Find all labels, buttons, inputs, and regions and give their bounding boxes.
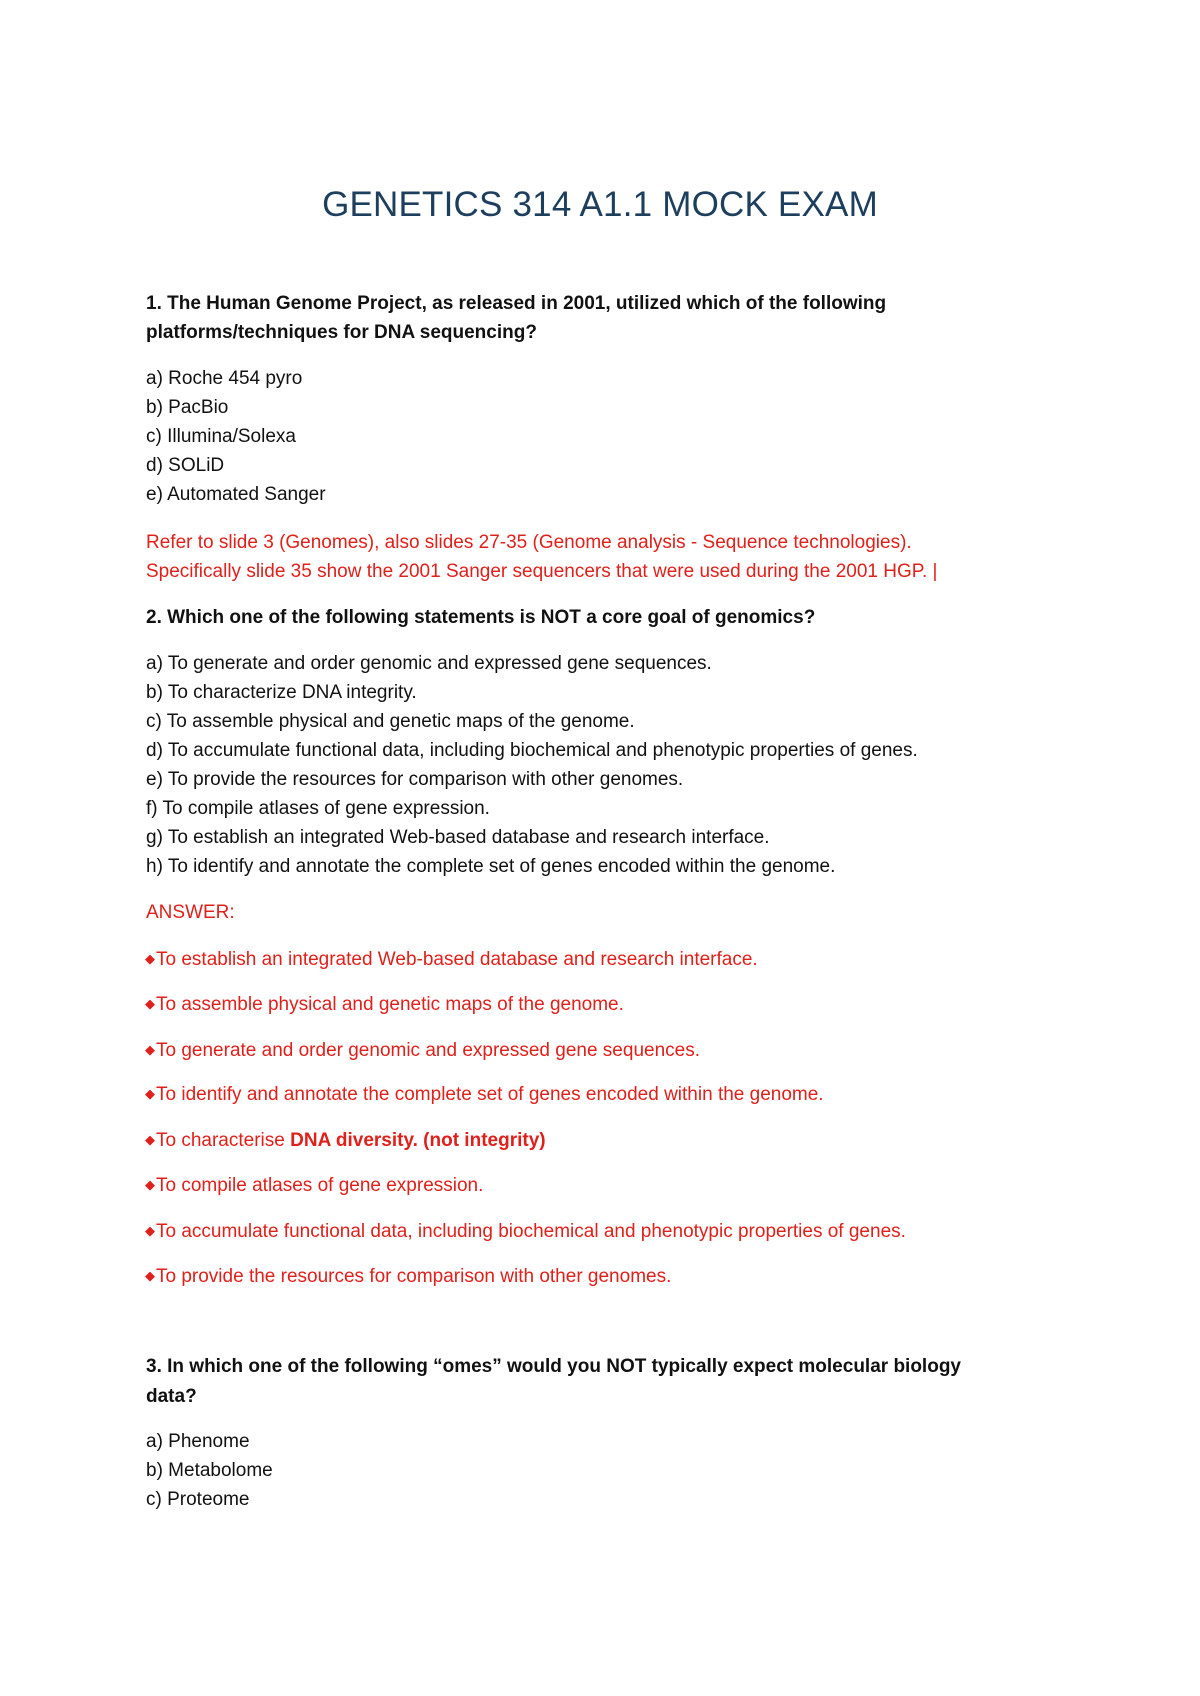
diamond-bullet-icon: ◆: [145, 1223, 155, 1238]
q1-option-e: e) Automated Sanger: [146, 484, 326, 505]
q2-option-c: c) To assemble physical and genetic maps of the genome.: [146, 711, 635, 732]
q2-answer-text: To accumulate functional data, including biochemical and phenotypic properties of genes.: [156, 1221, 906, 1242]
q1-option-c: c) Illumina/Solexa: [146, 426, 296, 447]
diamond-bullet-icon: ◆: [145, 1086, 155, 1101]
diamond-bullet-icon: ◆: [145, 1042, 155, 1057]
q2-option-h: h) To identify and annotate the complete set of genes encoded within the genome.: [146, 856, 836, 877]
q2-option-d: d) To accumulate functional data, including biochemical and phenotypic properties of genes.: [146, 740, 918, 761]
diamond-bullet-icon: ◆: [145, 1177, 155, 1192]
q2-option-f: f) To compile atlases of gene expression.: [146, 798, 490, 819]
q2-answer-emphasis: DNA diversity. (not integrity): [290, 1130, 546, 1151]
q2-option-e: e) To provide the resources for comparison with other genomes.: [146, 769, 684, 790]
diamond-bullet-icon: ◆: [145, 996, 155, 1011]
q2-option-g: g) To establish an integrated Web-based database and research interface.: [146, 827, 770, 848]
q2-answer-text: To generate and order genomic and expressed gene sequences.: [156, 1040, 700, 1061]
q2-answer-item: [145, 1082, 824, 1107]
q2-answer-item: [145, 1173, 483, 1198]
q2-answer-text: To characterise: [156, 1130, 291, 1151]
diamond-bullet-icon: ◆: [145, 951, 155, 966]
q1-option-a: a) Roche 454 pyro: [146, 368, 303, 389]
diamond-bullet-icon: ◆: [145, 1132, 155, 1147]
q2-option-b: b) To characterize DNA integrity.: [146, 682, 417, 703]
q2-answer-text: To assemble physical and genetic maps of the genome.: [156, 994, 624, 1015]
q3-option-b: b) Metabolome: [146, 1460, 273, 1481]
q3-option-a: a) Phenome: [146, 1431, 250, 1452]
q2-answer-item: [145, 1219, 906, 1244]
q1-note-line1: Refer to slide 3 (Genomes), also slides 27-35 (Genome analysis - Sequence technologies).: [146, 532, 912, 553]
q2-answer-label: ANSWER:: [146, 902, 235, 923]
q3-question-line2: data?: [146, 1386, 197, 1407]
q2-question: 2. Which one of the following statements is NOT a core goal of genomics?: [146, 607, 816, 628]
q2-answer-text: To establish an integrated Web-based database and research interface.: [156, 949, 758, 970]
q2-answer-item: [145, 1264, 671, 1289]
q3-option-c: c) Proteome: [146, 1489, 250, 1510]
page-title: GENETICS 314 A1.1 MOCK EXAM: [322, 185, 878, 224]
q1-question-line1: 1. The Human Genome Project, as released in 2001, utilized which of the following: [146, 293, 887, 314]
q2-option-a: a) To generate and order genomic and expressed gene sequences.: [146, 653, 712, 674]
q1-option-d: d) SOLiD: [146, 455, 225, 476]
q1-question-line2: platforms/techniques for DNA sequencing?: [146, 322, 537, 343]
q2-answer-item: [145, 1128, 546, 1153]
q2-answer-text: To provide the resources for comparison with other genomes.: [156, 1266, 672, 1287]
q2-answer-item: [145, 1038, 700, 1063]
q1-option-b: b) PacBio: [146, 397, 229, 418]
q2-answer-item: [145, 947, 758, 972]
q2-answer-text: To compile atlases of gene expression.: [156, 1175, 484, 1196]
diamond-bullet-icon: ◆: [145, 1268, 155, 1283]
q3-question-line1: 3. In which one of the following “omes” would you NOT typically expect molecular biology: [146, 1356, 961, 1377]
q2-answer-item: [145, 992, 624, 1017]
q2-answer-text: To identify and annotate the complete set of genes encoded within the genome.: [156, 1084, 824, 1105]
q1-note-line2: Specifically slide 35 show the 2001 Sanger sequencers that were used during the 2001 HGP. |: [146, 561, 938, 582]
